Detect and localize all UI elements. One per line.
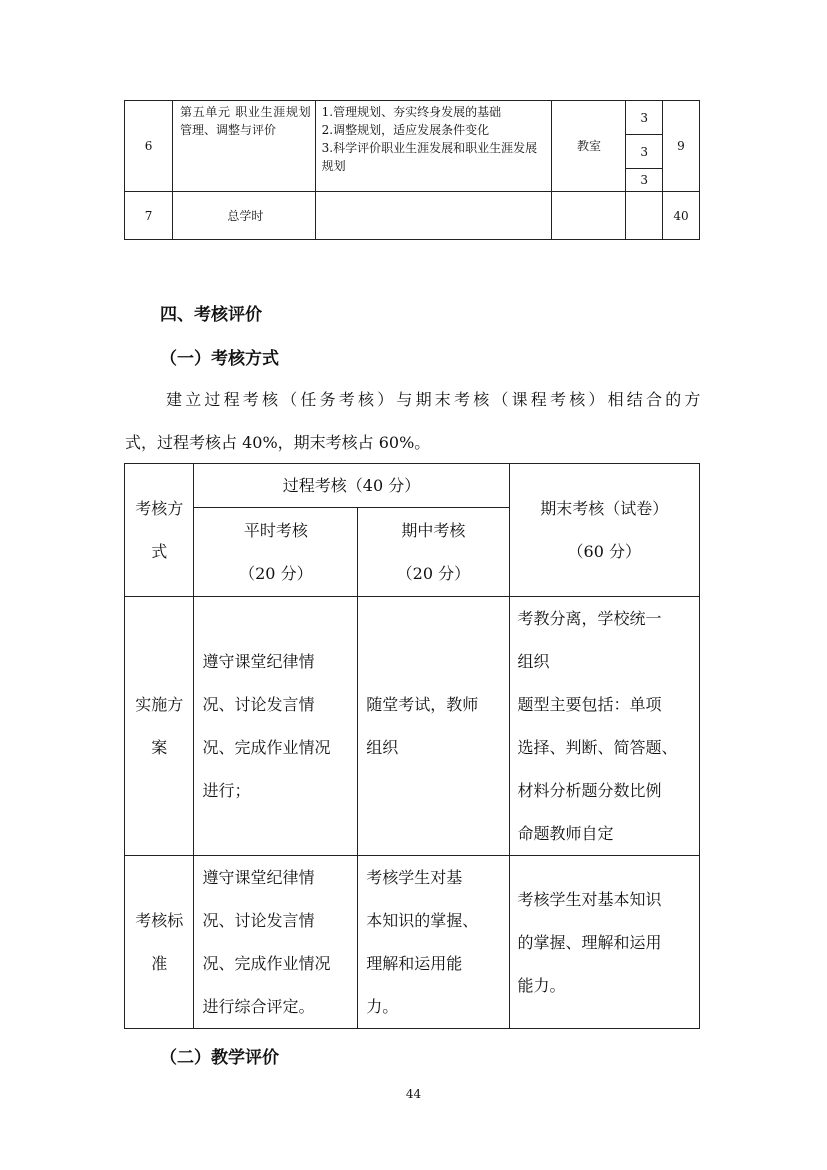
text-line: 命题教师自定: [517, 824, 614, 843]
method-label: [125, 464, 194, 597]
row-number: 6: [125, 101, 173, 192]
text-line: 题型主要包括：单项: [517, 695, 662, 714]
label-line: 考核方: [135, 499, 184, 518]
classroom: 教室: [552, 101, 626, 192]
text-line: 考教分离，学校统一: [517, 609, 662, 628]
table-row: [125, 597, 700, 856]
header-line: （20 分）: [239, 564, 313, 583]
table-row: [125, 856, 700, 1029]
impl-daily: [194, 597, 358, 856]
total-label: 总学时: [173, 192, 316, 240]
header-line: （20 分）: [396, 564, 471, 583]
assessment-table: [124, 463, 700, 1029]
text-line: 进行综合评定。: [202, 997, 315, 1016]
section-heading: 四、考核评价: [160, 305, 262, 325]
impl-label: [125, 597, 194, 856]
intro-paragraph-line: 建立过程考核（任务考核）与期末考核（课程考核）相结合的方: [166, 390, 704, 409]
table-row: [125, 464, 700, 508]
row-number: 7: [125, 192, 173, 240]
empty-cell: [626, 192, 663, 240]
text-line: 况、讨论发言情: [202, 695, 315, 714]
hours-cell: 3: [626, 101, 663, 135]
text-line: 组织: [517, 652, 550, 671]
hours-cell: 3: [626, 169, 663, 192]
std-midterm: [358, 856, 509, 1029]
text-line: 能力。: [517, 975, 566, 995]
intro-paragraph-line: 式，过程考核占 40%，期末考核占 60%。: [125, 433, 431, 452]
text-line: 遵守课堂纪律情: [202, 868, 315, 887]
midterm-header: [358, 508, 509, 597]
content-line: 1.管理规划、夯实终身发展的基础: [321, 105, 502, 119]
schedule-table: [124, 100, 700, 240]
header-line: （60 分）: [567, 542, 641, 561]
process-header: 过程考核（40 分）: [194, 464, 509, 508]
text-line: 理解和运用能: [366, 954, 463, 973]
text-line: 材料分析题分数比例: [517, 781, 662, 800]
sub-heading: （一）考核方式: [160, 349, 279, 369]
unit-title: 第五单元 职业生涯规划管理、调整与评价: [173, 101, 316, 192]
text-line: 随堂考试，教师: [366, 695, 479, 714]
impl-midterm: [358, 597, 509, 856]
text-line: 况、讨论发言情: [202, 911, 315, 930]
content-line: 2.调整规划，适应发展条件变化: [321, 123, 490, 137]
text-line: 力。: [366, 997, 399, 1016]
content-line: 3.科学评价职业生涯发展和职业生涯发展规划: [321, 141, 538, 173]
hours-cell: 3: [626, 135, 663, 169]
std-final: [509, 856, 699, 1029]
header-line: 平时考核: [243, 521, 308, 540]
empty-cell: [315, 192, 552, 240]
text-line: 况、完成作业情况: [202, 738, 331, 757]
text-line: 遵守课堂纪律情: [202, 652, 315, 671]
std-label: [125, 856, 194, 1029]
text-line: 本知识的掌握、: [366, 911, 479, 930]
page-number: 44: [405, 1087, 422, 1101]
text-line: 进行；: [202, 781, 251, 800]
table-row: [125, 101, 700, 135]
sub-heading: （二）教学评价: [160, 1048, 279, 1068]
label-line: 准: [151, 954, 168, 973]
label-line: 考核标: [135, 911, 184, 930]
label-line: 实施方: [135, 695, 184, 714]
grand-total: 40: [663, 192, 700, 240]
total-hours: 9: [663, 101, 700, 192]
empty-cell: [552, 192, 626, 240]
text-line: 的掌握、理解和运用: [517, 932, 662, 952]
text-line: 考核学生对基本知识: [517, 889, 662, 909]
text-line: 况、完成作业情况: [202, 954, 331, 973]
text-line: 组织: [366, 738, 399, 757]
header-line: 期末考核（试卷）: [540, 499, 669, 518]
daily-header: [194, 508, 358, 597]
final-header: [509, 464, 699, 597]
std-daily: [194, 856, 358, 1029]
label-line: 案: [151, 738, 168, 757]
label-line: 式: [151, 542, 168, 561]
impl-final: [509, 597, 699, 856]
text-line: 选择、判断、简答题、: [517, 738, 678, 757]
unit-content: [315, 101, 552, 192]
table-row: [125, 192, 700, 240]
text-line: 考核学生对基: [366, 868, 463, 887]
header-line: 期中考核: [401, 521, 466, 540]
